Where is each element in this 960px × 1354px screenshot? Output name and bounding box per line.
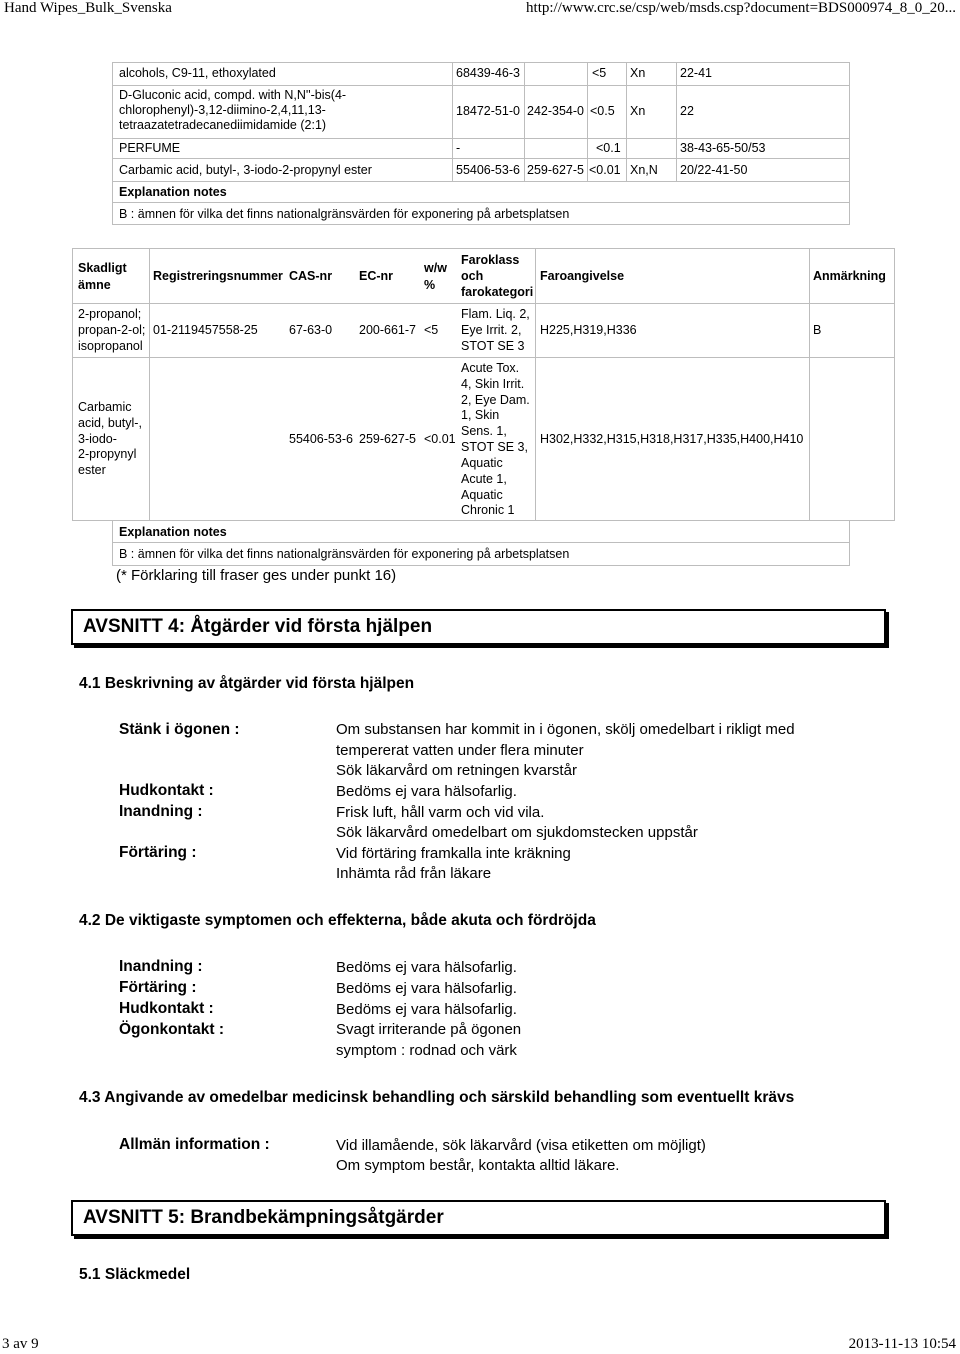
page-number: 3 av 9 bbox=[2, 1336, 39, 1352]
col-header-cas: CAS-nr bbox=[289, 269, 333, 283]
table-row bbox=[0, 66, 960, 82]
registration-number: 01-2119457558-25 bbox=[153, 323, 258, 337]
cas-number: 18472-51-0 bbox=[456, 104, 520, 118]
skin-contact-label: Hudkontakt : bbox=[119, 1000, 214, 1017]
substance-line: isopropanol bbox=[78, 339, 143, 353]
symbol: Xn bbox=[630, 66, 646, 80]
eye-contact-text-line: Svagt irriterande på ögonen bbox=[336, 1021, 522, 1038]
substance-line: ester bbox=[78, 463, 106, 477]
eye-splash-text-line: Sök läkarvård om retningen kvarstår bbox=[336, 762, 577, 779]
skin-contact-label: Hudkontakt : bbox=[119, 782, 214, 799]
cas-number: 55406-53-6 bbox=[456, 163, 520, 177]
hazard-statements: H225,H319,H336 bbox=[540, 323, 637, 337]
hazard-class-line: Acute 1, bbox=[461, 472, 507, 486]
table-row bbox=[0, 88, 960, 136]
percent: <5 bbox=[592, 66, 607, 80]
inhalation-text-line: Frisk luft, håll varm och vid vila. bbox=[336, 804, 545, 821]
eye-splash-text-line: Om substansen har kommit in i ögonen, skölj omedelbart i rikligt med bbox=[336, 721, 795, 738]
ingestion-label: Förtäring : bbox=[119, 844, 197, 861]
col-header-remark: Anmärkning bbox=[813, 269, 886, 283]
inhalation-text: Bedöms ej vara hälsofarlig. bbox=[336, 959, 517, 976]
substance-name: alcohols, C9-11, ethoxylated bbox=[119, 66, 276, 80]
percent: <0.1 bbox=[596, 141, 621, 155]
col-header-hazard: Faroangivelse bbox=[540, 269, 625, 283]
hazard-class-line: Sens. 1, bbox=[461, 424, 507, 438]
hazard-class-line: STOT SE 3, bbox=[461, 440, 528, 454]
hazard-class-line: 4, Skin Irrit. bbox=[461, 377, 525, 391]
hazard-class-line: Flam. Liq. 2, bbox=[461, 307, 530, 321]
risk-phrases: 22-41 bbox=[680, 66, 712, 80]
symbol: Xn bbox=[630, 104, 646, 118]
subsection-5-1-title: 5.1 Släckmedel bbox=[79, 1266, 191, 1283]
section-5-heading: AVSNITT 5: Brandbekämpningsåtgärder bbox=[71, 1200, 886, 1236]
ingestion-text-line: Vid förtäring framkalla inte kräkning bbox=[336, 845, 571, 862]
explanation-notes-text: B : ämnen för vilka det finns nationalgränsvärden för exponering på arbetsplatsen bbox=[119, 547, 570, 561]
substance-name: Carbamic acid, butyl-, 3-iodo-2-propynyl ester bbox=[119, 163, 372, 177]
eye-splash-text-line: tempererat vatten under flera minuter bbox=[336, 742, 584, 759]
risk-phrases: 22 bbox=[680, 104, 694, 118]
remark: B bbox=[813, 323, 822, 337]
col-header-substance-1: Skadligt bbox=[78, 261, 127, 275]
explanation-notes-text: B : ämnen för vilka det finns nationalgränsvärden för exponering på arbetsplatsen bbox=[119, 207, 570, 221]
document-url[interactable]: http://www.crc.se/csp/web/msds.csp?document=BDS000974_8_0_20... bbox=[526, 0, 956, 16]
inhalation-text-line: Sök läkarvård omedelbart om sjukdomstecken uppstår bbox=[336, 824, 698, 841]
substance-name-line: chlorophenyl)-3,12-diimino-2,4,11,13- bbox=[119, 103, 326, 117]
col-header-ec: EC-nr bbox=[359, 269, 394, 283]
skin-contact-text: Bedöms ej vara hälsofarlig. bbox=[336, 1001, 517, 1018]
substance-line: 2-propynyl bbox=[78, 447, 137, 461]
hazard-statements: H302,H332,H315,H318,H317,H335,H400,H410 bbox=[540, 432, 804, 446]
section-4-heading: AVSNITT 4: Åtgärder vid första hjälpen bbox=[71, 609, 886, 645]
hazard-class-line: 1, Skin bbox=[461, 408, 500, 422]
hazard-class-line: 2, Eye Dam. bbox=[461, 393, 530, 407]
subsection-4-2-title: 4.2 De viktigaste symptomen och effekterna, både akuta och fördröjda bbox=[79, 912, 596, 929]
table-row bbox=[0, 163, 960, 179]
subsection-4-3-title: 4.3 Angivande av omedelbar medicinsk behandling och särskild behandling som eventuellt krävs bbox=[79, 1089, 795, 1106]
percent: <0.01 bbox=[589, 163, 621, 177]
percent: <0.5 bbox=[590, 104, 615, 118]
col-header-reg: Registreringsnummer bbox=[153, 269, 283, 283]
col-header-substance-2: ämne bbox=[78, 278, 111, 292]
hazard-class-line: Chronic 1 bbox=[461, 503, 515, 517]
explanation-notes-title: Explanation notes bbox=[119, 525, 227, 539]
hazard-class-line: Eye Irrit. 2, bbox=[461, 323, 522, 337]
general-information-text-line: Vid illamående, sök läkarvård (visa etiketten om möjligt) bbox=[336, 1137, 706, 1154]
eye-contact-text-line: symptom : rodnad och värk bbox=[336, 1042, 517, 1059]
substance-line: propan-2-ol; bbox=[78, 323, 146, 337]
col-header-ww-1: w/w bbox=[424, 261, 447, 275]
ingestion-text: Bedöms ej vara hälsofarlig. bbox=[336, 980, 517, 997]
ec-number: 259-627-5 bbox=[527, 163, 584, 177]
substance-line: 3-iodo- bbox=[78, 432, 117, 446]
ec-number: 200-661-7 bbox=[359, 323, 416, 337]
ec-number: 242-354-0 bbox=[527, 104, 584, 118]
risk-phrases: 20/22-41-50 bbox=[680, 163, 748, 177]
print-datetime: 2013-11-13 10:54 bbox=[848, 1336, 956, 1352]
symbol: Xn,N bbox=[630, 163, 658, 177]
cas-number: - bbox=[456, 141, 461, 155]
substance-line: acid, butyl-, bbox=[78, 416, 142, 430]
inhalation-label: Inandning : bbox=[119, 803, 203, 820]
cas-number: 55406-53-6 bbox=[289, 432, 353, 446]
ww-percent: <5 bbox=[424, 323, 439, 337]
general-information-label: Allmän information : bbox=[119, 1136, 270, 1153]
hazard-class-line: STOT SE 3 bbox=[461, 339, 525, 353]
ingestion-text-line: Inhämta råd från läkare bbox=[336, 865, 492, 882]
substance-name-line: D-Gluconic acid, compd. with N,N''-bis(4- bbox=[119, 88, 347, 102]
eye-splash-label: Stänk i ögonen : bbox=[119, 721, 240, 738]
hazard-class-line: Aquatic bbox=[461, 456, 503, 470]
risk-phrases: 38-43-65-50/53 bbox=[680, 141, 766, 155]
cas-number: 67-63-0 bbox=[289, 323, 333, 337]
document-name: Hand Wipes_Bulk_Svenska bbox=[4, 0, 172, 16]
col-header-class-2: och bbox=[461, 269, 484, 283]
ec-number: 259-627-5 bbox=[359, 432, 416, 446]
ingestion-label: Förtäring : bbox=[119, 979, 197, 996]
cas-number: 68439-46-3 bbox=[456, 66, 520, 80]
substance-name: PERFUME bbox=[119, 141, 181, 155]
col-header-class-3: farokategori bbox=[461, 285, 534, 299]
substance-line: 2-propanol; bbox=[78, 307, 142, 321]
hazard-class-line: Acute Tox. bbox=[461, 361, 520, 375]
explanation-notes-title: Explanation notes bbox=[119, 185, 227, 199]
substance-line: Carbamic bbox=[78, 400, 132, 414]
skin-contact-text: Bedöms ej vara hälsofarlig. bbox=[336, 783, 517, 800]
ww-percent: <0.01 bbox=[424, 432, 456, 446]
substance-name-line: tetraazatetradecanediimidamide (2:1) bbox=[119, 118, 327, 132]
eye-contact-label: Ögonkontakt : bbox=[119, 1021, 225, 1038]
col-header-ww-2: % bbox=[424, 278, 436, 292]
general-information-text-line: Om symptom består, kontakta alltid läkare. bbox=[336, 1157, 620, 1174]
inhalation-label: Inandning : bbox=[119, 958, 203, 975]
subsection-4-1-title: 4.1 Beskrivning av åtgärder vid första hjälpen bbox=[79, 675, 415, 692]
col-header-class-1: Faroklass bbox=[461, 253, 520, 267]
table-row bbox=[0, 141, 960, 157]
hazard-class-line: Aquatic bbox=[461, 488, 503, 502]
phrase-footnote: (* Förklaring till fraser ges under punkt 16) bbox=[116, 567, 397, 584]
